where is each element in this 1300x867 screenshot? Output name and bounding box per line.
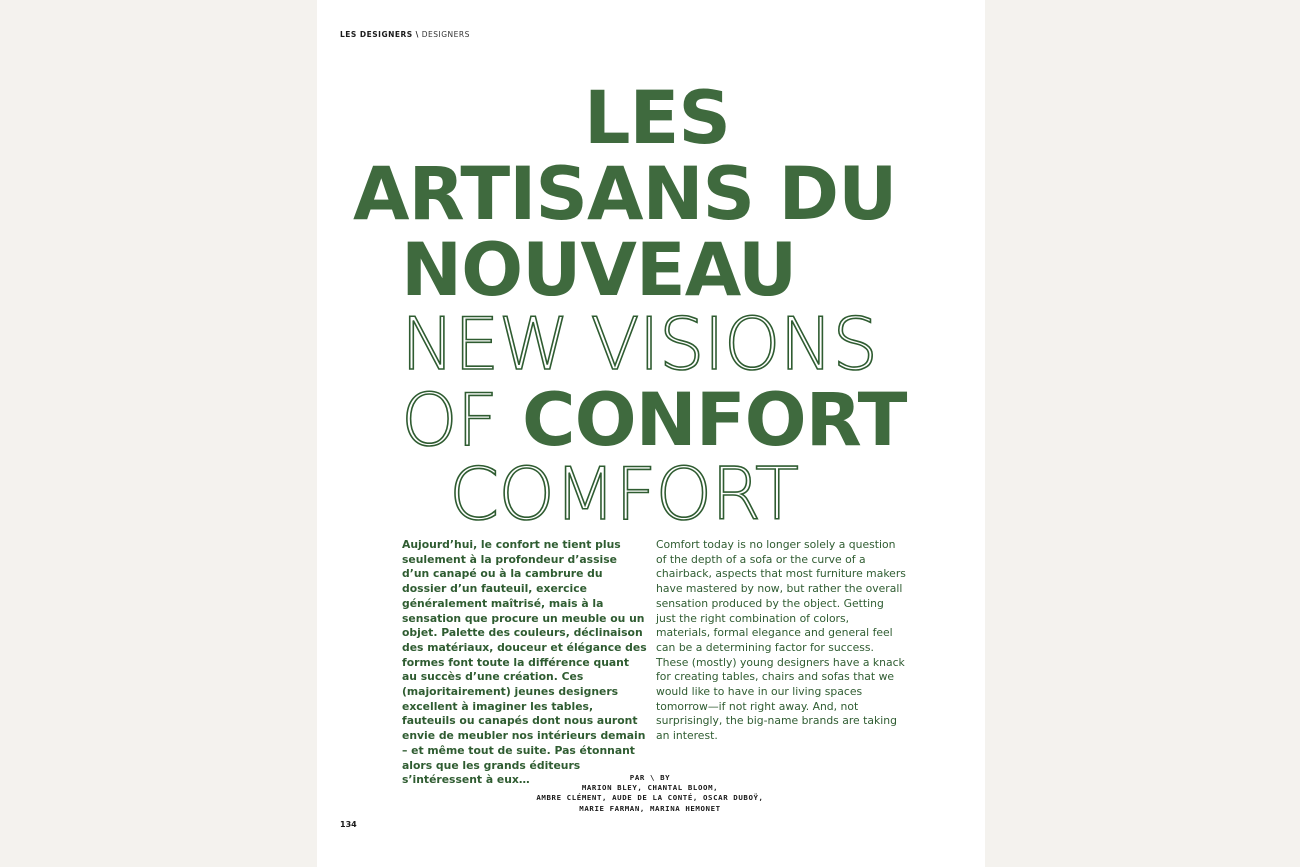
title-line-nouveau: NOUVEAU: [401, 228, 797, 313]
intro-text-english: Comfort today is no longer solely a question of the depth of a sofa or the curve of a chairback, aspects that most furniture makers have mastered by now, but rather the overall sensation produced by the object. Getting just the right combination of colors, materials, formal elegance and general feel can be a determining factor for success. These (mostly) young designers have a knack for creating tables, chairs and sofas that we would like to have in our living spaces tomorrow—if not right away. And, not surprisingly, the big-name brands are taking an interest.: [656, 538, 906, 743]
title-word-of: OF: [401, 378, 498, 462]
byline-authors-2: AMBRE CLÉMENT, AUDE DE LA CONTÉ, OSCAR DUBOŸ,: [536, 793, 764, 803]
byline-authors-1: MARION BLEY, CHANTAL BLOOM,: [581, 783, 719, 793]
title-word-confort: CONFORT: [522, 378, 907, 463]
intro-text-french: Aujourd’hui, le confort ne tient plus seulement à la profondeur d’assise d’un canapé ou à la cambrure du dossier d’un fauteuil, exercice généralement maîtrisé, mais à la sensation que procure un meuble ou un objet. Palette des couleurs, déclinaison des matériaux, douceur et élégance des formes font toute la différence quant au succès d’une création. Ces (majoritairement) jeunes designers excellent à imaginer les tables, fauteuils ou canapés dont nous auront envie de meubler nos intérieurs demain – et même tout de suite. Pas étonnant alors que les grands éditeurs s’intéressent à eux…: [402, 538, 647, 787]
title-line-comfort: COMFORT: [449, 452, 798, 536]
running-header: [340, 30, 470, 39]
magazine-page: [317, 0, 985, 867]
title-line-les: LES: [584, 76, 730, 161]
section-label-en: DESIGNERS: [421, 30, 470, 39]
byline: [477, 773, 823, 814]
section-separator: \: [415, 30, 419, 39]
section-label-fr: LES DESIGNERS: [340, 30, 413, 39]
title-line-artisans-du: ARTISANS DU: [353, 152, 897, 237]
byline-label: PAR \ BY: [629, 773, 671, 782]
title-line-new-visions: NEW VISIONS: [401, 302, 878, 386]
page-number: 134: [340, 820, 357, 829]
byline-authors-3: MARIE FARMAN, MARINA HEMONET: [579, 803, 721, 813]
